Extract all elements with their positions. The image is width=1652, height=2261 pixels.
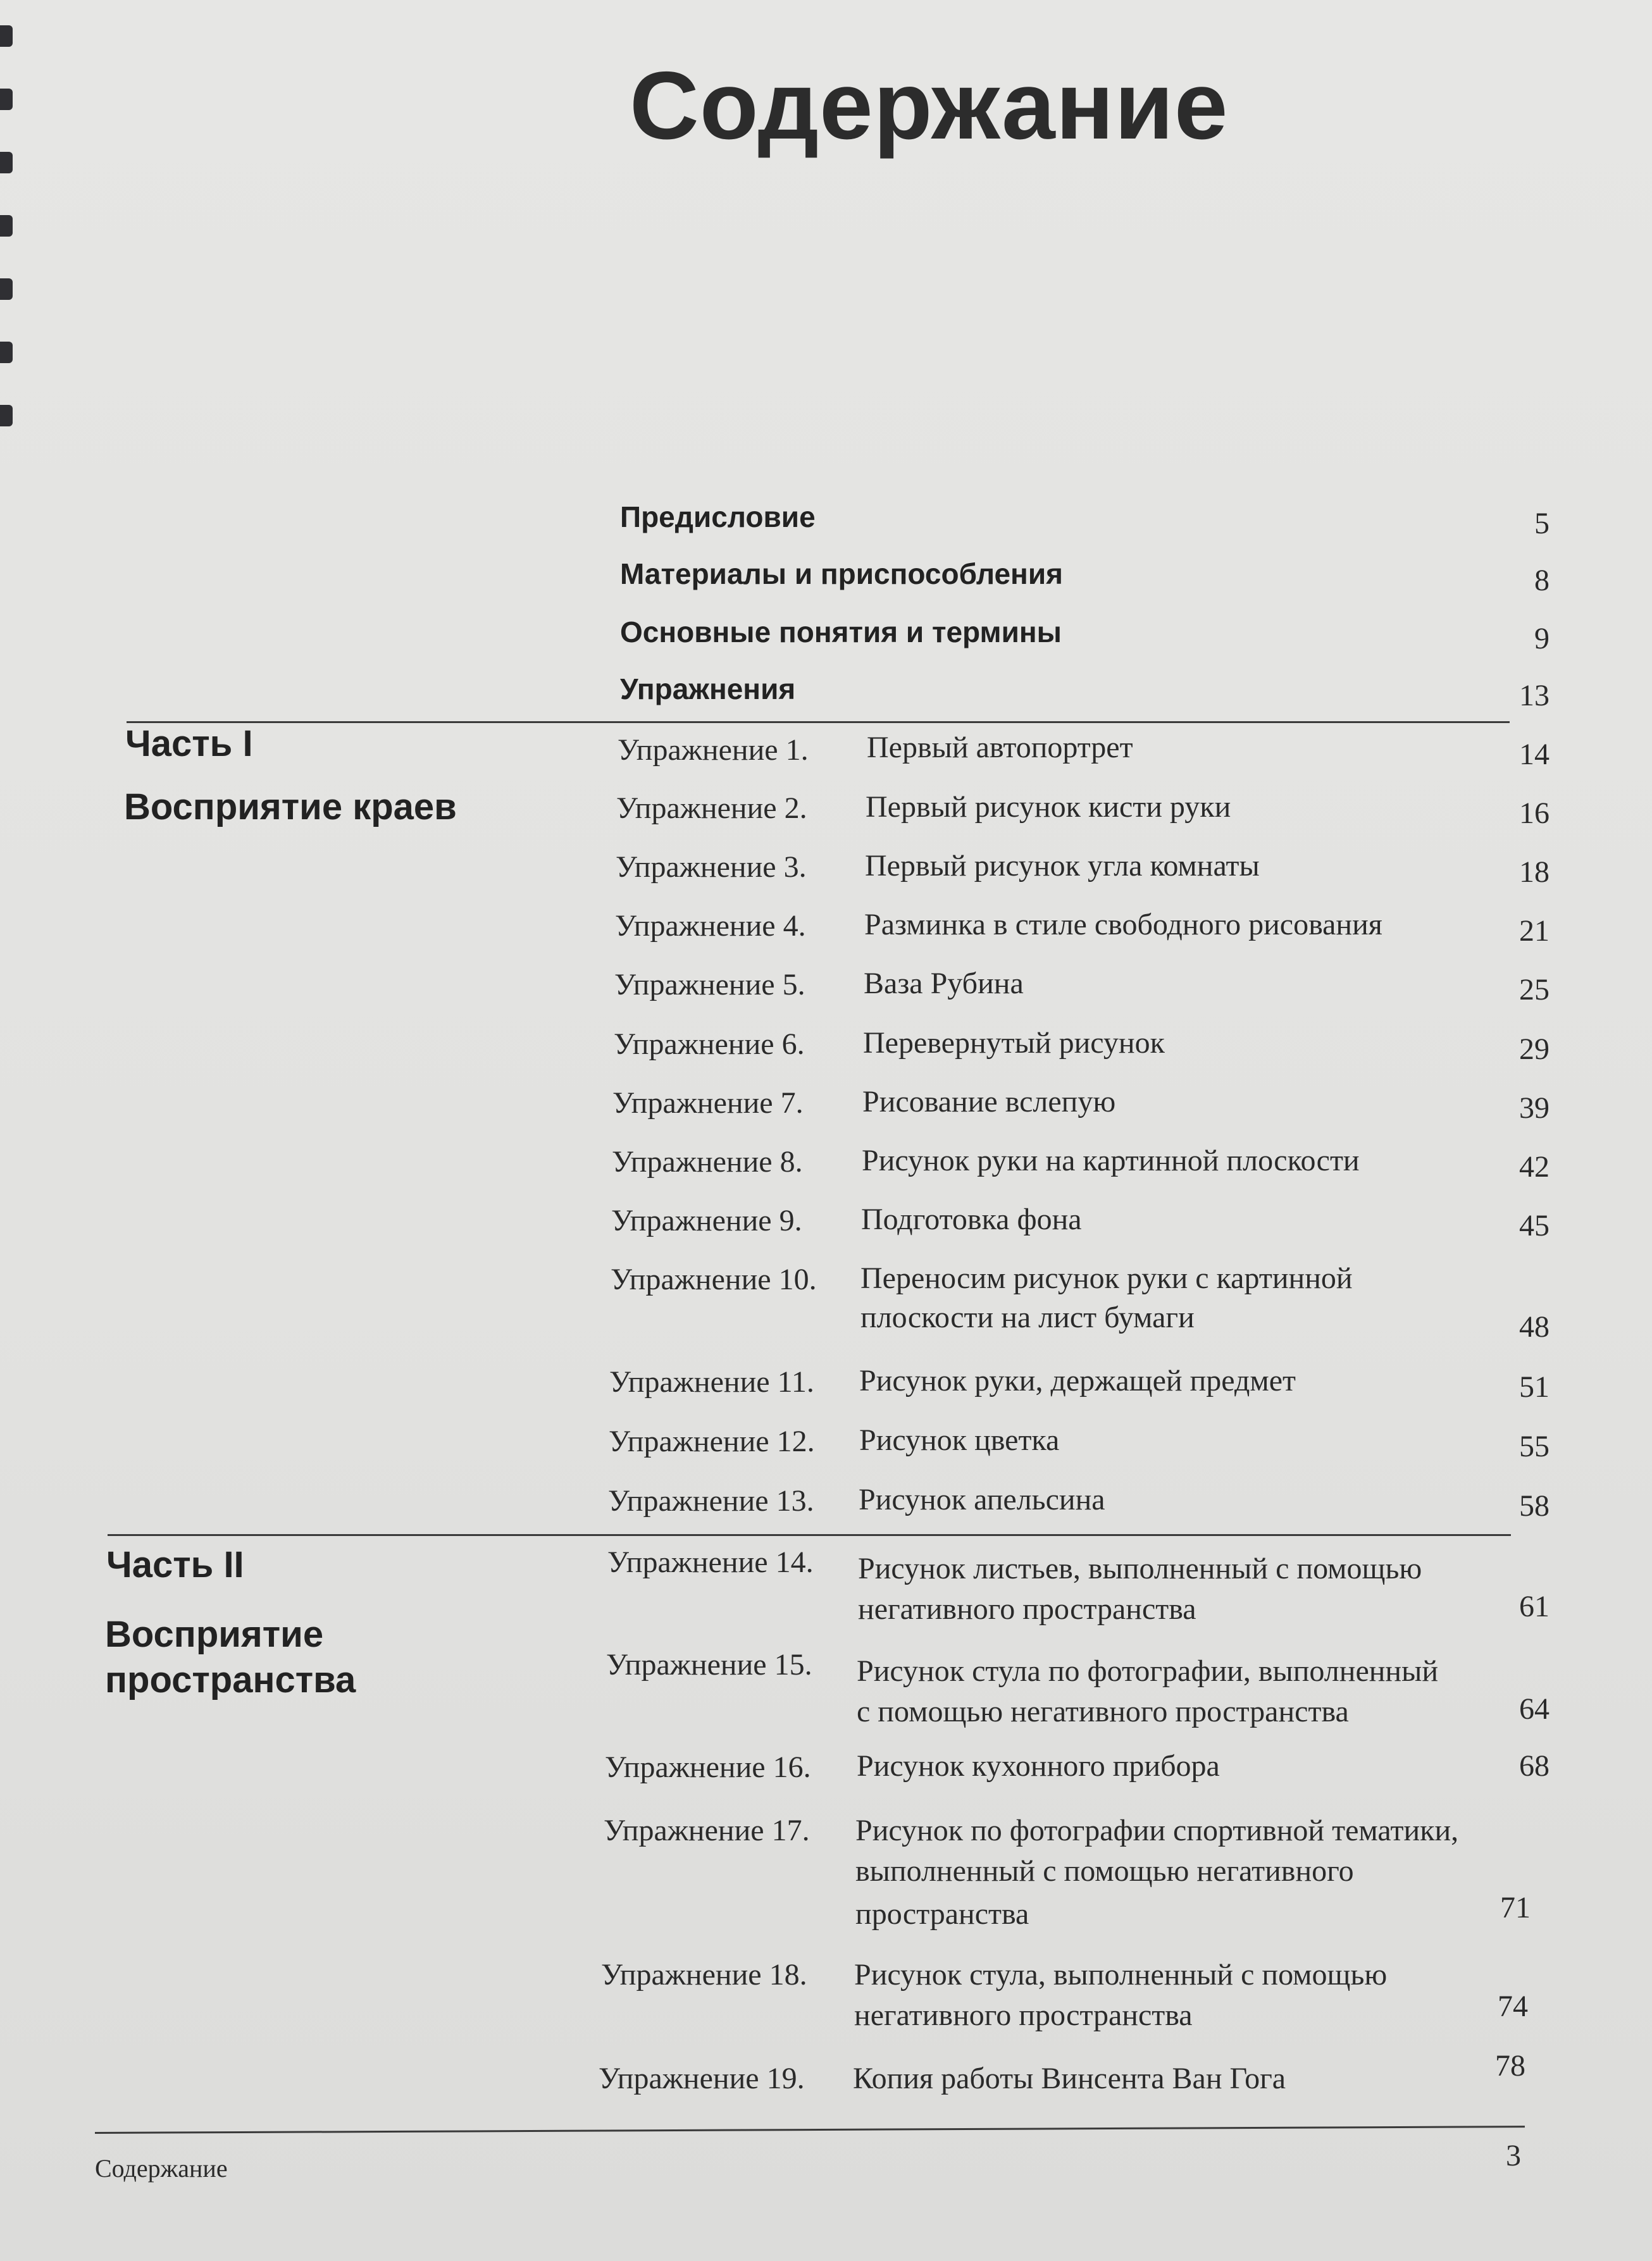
exercise-title: Разминка в стиле свободного рисования — [864, 908, 1382, 941]
exercise-label: Упражнение 13. — [608, 1484, 814, 1518]
exercise-page: 25 — [1519, 973, 1550, 1007]
exercise-page: 39 — [1519, 1091, 1550, 1125]
footer-page-number: 3 — [1506, 2139, 1521, 2172]
exercise-title-line-3: пространства — [855, 1897, 1029, 1931]
exercise-label: Упражнение 3. — [616, 850, 807, 884]
exercise-label: Упражнение 17. — [604, 1814, 810, 1847]
toc-preface: Предисловие — [620, 500, 816, 533]
exercise-label: Упражнение 6. — [614, 1027, 805, 1061]
spiral-binding — [0, 25, 16, 468]
exercise-title: Рисунок руки на картинной плоскости — [862, 1144, 1360, 1177]
exercise-title: Рисунок стула по фотографии, выполненный — [857, 1654, 1439, 1688]
exercise-page: 74 — [1498, 1990, 1528, 2023]
toc-terms-page: 9 — [1534, 622, 1550, 655]
toc-preface-page: 5 — [1534, 507, 1550, 540]
exercise-label: Упражнение 19. — [599, 2062, 805, 2095]
exercise-page: 61 — [1519, 1590, 1550, 1623]
exercise-title: Первый автопортрет — [867, 731, 1133, 764]
exercise-label: Упражнение 5. — [614, 968, 805, 1001]
exercise-page: 51 — [1519, 1370, 1550, 1404]
exercise-title-line-2: негативного пространства — [858, 1592, 1196, 1626]
exercise-label: Упражнение 11. — [609, 1365, 814, 1399]
exercise-page: 14 — [1519, 738, 1550, 771]
exercise-page: 42 — [1519, 1150, 1550, 1184]
exercise-page: 21 — [1519, 914, 1550, 948]
exercise-label: Упражнение 18. — [601, 1958, 807, 1992]
exercise-title: Рисунок руки, держащей предмет — [859, 1364, 1296, 1397]
exercise-page: 55 — [1519, 1430, 1550, 1463]
exercise-title: Рисунок листьев, выполненный с помощью — [858, 1552, 1422, 1585]
exercise-title: Рисование вслепую — [862, 1085, 1116, 1118]
exercise-title-line-2: плоскости на лист бумаги — [860, 1301, 1195, 1334]
exercise-page: 64 — [1519, 1692, 1550, 1726]
exercise-title: Копия работы Винсента Ван Гога — [853, 2062, 1286, 2095]
exercise-title-line-2: негативного пространства — [854, 1998, 1193, 2032]
part-2-title-line-2: пространства — [105, 1659, 356, 1700]
footer-section: Содержание — [95, 2154, 228, 2183]
exercise-page: 71 — [1500, 1891, 1531, 1924]
exercise-title: Первый рисунок кисти руки — [866, 790, 1231, 824]
page-title: Содержание — [630, 52, 1229, 159]
part-1-number: Часть I — [125, 723, 253, 764]
toc-materials-page: 8 — [1534, 564, 1550, 597]
toc-exercises-page: 13 — [1519, 679, 1550, 712]
exercise-title: Рисунок кухонного прибора — [857, 1749, 1220, 1783]
part-2-rule — [108, 1534, 1511, 1536]
exercise-title: Рисунок апельсина — [859, 1483, 1105, 1516]
exercise-label: Упражнение 12. — [609, 1425, 815, 1458]
exercise-label: Упражнение 1. — [618, 733, 809, 767]
exercise-label: Упражнение 4. — [615, 909, 806, 943]
toc-terms: Основные понятия и термины — [620, 616, 1062, 648]
exercise-label: Упражнение 10. — [611, 1263, 817, 1296]
exercise-page: 58 — [1519, 1489, 1550, 1523]
exercise-label: Упражнение 9. — [611, 1204, 802, 1237]
part-2-number: Часть II — [106, 1544, 244, 1585]
footer-rule — [95, 2126, 1525, 2134]
toc-exercises: Упражнения — [620, 672, 796, 705]
exercise-page: 16 — [1519, 796, 1550, 830]
part-1-rule — [127, 721, 1510, 723]
exercise-page: 29 — [1519, 1032, 1550, 1066]
exercise-title-line-2: с помощью негативного пространства — [857, 1695, 1349, 1728]
exercise-label: Упражнение 7. — [612, 1086, 804, 1120]
exercise-title: Рисунок стула, выполненный с помощью — [854, 1958, 1388, 1992]
exercise-page: 18 — [1519, 855, 1550, 889]
exercise-title: Рисунок цветка — [859, 1423, 1060, 1457]
exercise-page: 45 — [1519, 1209, 1550, 1242]
exercise-title: Первый рисунок угла комнаты — [865, 849, 1260, 883]
exercise-label: Упражнение 8. — [612, 1145, 803, 1179]
exercise-title: Перевернутый рисунок — [863, 1026, 1165, 1060]
exercise-title: Рисунок по фотографии спортивной тематики, — [855, 1814, 1459, 1847]
exercise-label: Упражнение 2. — [616, 791, 807, 825]
exercise-label: Упражнение 15. — [606, 1648, 812, 1682]
exercise-label: Упражнение 16. — [605, 1750, 811, 1784]
exercise-title: Подготовка фона — [861, 1203, 1082, 1236]
exercise-title: Переносим рисунок руки с картинной — [860, 1261, 1353, 1295]
part-1-title: Восприятие краев — [124, 786, 457, 827]
exercise-page: 48 — [1519, 1310, 1550, 1344]
exercise-page: 78 — [1495, 2049, 1525, 2083]
exercise-title: Ваза Рубина — [864, 967, 1024, 1000]
exercise-label: Упражнение 14. — [607, 1546, 814, 1579]
exercise-page: 68 — [1519, 1749, 1550, 1783]
part-2-title-line-1: Восприятие — [105, 1614, 324, 1655]
toc-materials: Материалы и приспособления — [620, 557, 1063, 590]
exercise-title-line-2: выполненный с помощью негативного — [855, 1854, 1354, 1888]
